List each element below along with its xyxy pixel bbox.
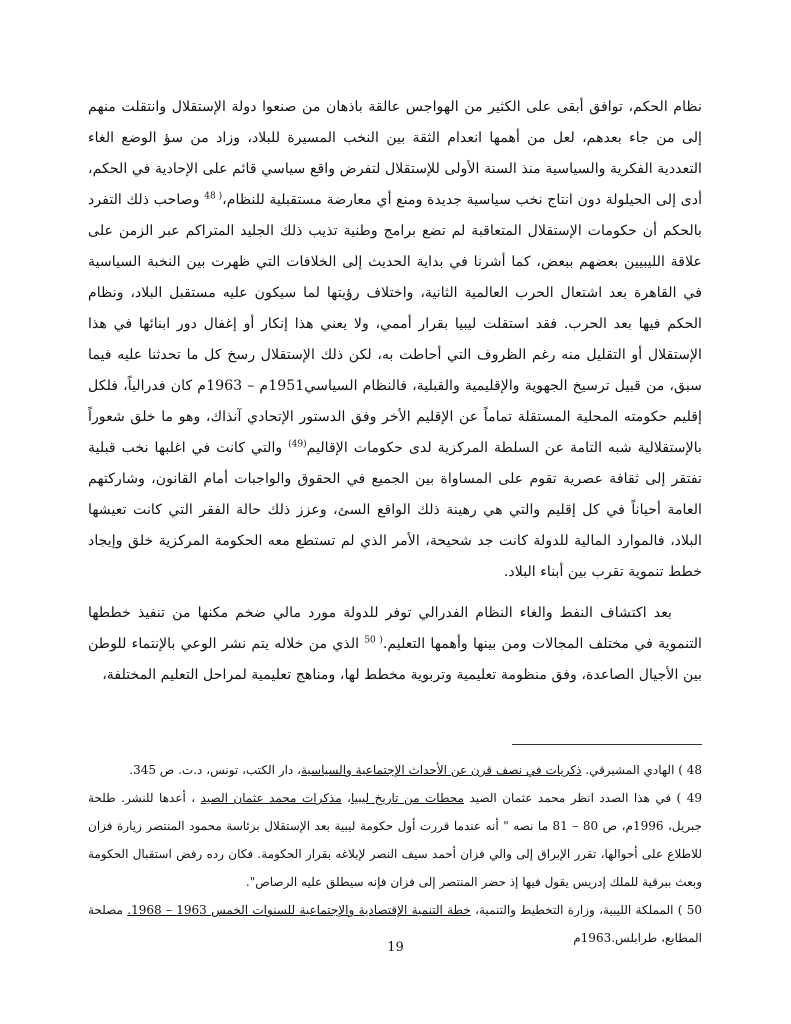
footnote-48-prefix: 48 ) الهادي المشيرقي.	[581, 763, 702, 777]
main-body-text	[88, 92, 702, 691]
footnote-50-suffix: مصلحة المطابع، طرابلس.1963م	[88, 903, 702, 945]
footnote-50-title: خطة التنمية الإقتصادية والإجتماعية للسنوات الخمس 1963 – 1968.	[127, 903, 471, 917]
paragraph-2-text-a: بعد اكتشاف النفط والغاء النظام الفدرالي توفر للدولة مورد مالي ضخم مكنها من تنفيذ خططها التنموية في مختلف المجالات ومن بينها وأهمها التعليم.	[88, 605, 702, 652]
footnote-48-suffix: ، دار الكتب، تونس، د.ت. ص 345.	[129, 763, 301, 777]
paragraph-1	[88, 92, 702, 588]
paragraph-2-text-b: الذي من خلاله يتم نشر الوعي بالإنتماء للوطن بين الأجيال الصاعدة، وفق منظومة تعليمية وتربوية مخطط لها، ومناهج تعليمية لمراحل التعليم المختلفة،	[88, 636, 702, 683]
footnote-ref-49[interactable]: (49)	[288, 439, 307, 450]
paragraph-1-text-b: وصاحب ذلك التفرد بالحكم أن حكومات الإستقلال المتعاقبة لم تضع برامج وطنية تذيب ذلك الجليد المتراكم عبر الزمن على علاقة الليبيين بعضهم ببعض، كما أشرنا في بداية الحديث إلى الخلافات التي ظهرت بين النخبة السياسية في القاهرة بعد اشتعال الحرب العالمية الثانية، واختلاف رؤيتها لما سيكون عليه مستقبل البلاد، ونظام الحكم فيها بعد الحرب. فقد استقلت ليبيا بقرار أممي، ولا يعني هذا إنكار أو إغفال دور ابنائها في هذا الإستقلال أو التقليل منه رغم الظروف التي أحاطت به، لكن ذلك الإستقلال رسخ كل ما تحدثنا عليه فيما سبق، من قبيل ترسيخ الجهوية والإقليمية والقبلية، فالنظام السياسي1951م – 1963م كان فدرالياً، فلكل إقليم حكومته المحلية المستقلة تماماً عن الإقليم الأخر وفق الدستور الإتحادي آنذاك، وهو ما خلق شعوراً بالإستقلالية شبه التامة عن السلطة المركزية لدى حكومات الإقاليم	[88, 192, 702, 456]
footnote-49-middle: ،	[341, 791, 351, 805]
footnote-49-prefix: 49 ) في هذا الصدد انظر محمد عثمان الصيد	[463, 791, 702, 805]
footnote-50-prefix: 50 ) المملكة الليبية، وزارة التخطيط والتنمية،	[470, 903, 702, 917]
paragraph-1-text-c: والتي كانت في اغلبها نخب قبلية تفتقر إلى ثقافة عصرية تقوم على المساواة بين الجميع في الحقوق والواجبات أمام القانون، وشاركتهم العامة أحياناً في كل إقليم والتي هي رهينة ذلك الواقع السئ، وعزز ذلك حالة الفقر التي كانت تعيشها البلاد، فالموارد المالية للدولة كانت جد شحيحة، الأمر الذي لم تستطع معه الحكومة المركزية خلق وإيجاد خطط تنموية تقرب بين أبناء البلاد.	[88, 440, 702, 580]
footnote-49-suffix: ، أعدها للنشر. طلحة جبريل، 1996م، ص 80 – 81 ما نصه " أنه عندما قررت أول حكومة ليبية بعد الإستقلال برئاسة محمود المنتصر زيارة فزان للاطلاع على أحوالها، تقرر الإبراق إلى والي فزان أحمد سيف النصر لإبلاغه بقرار الحكومة. فكان رده رفض استقبال الحكومة وبعث ببرقية للملك إدريس يقول فيها إذ حضر المنتصر إلى فزان فإنه سيطلق عليه الرصاص".	[88, 791, 702, 889]
page-number: 19	[387, 940, 404, 955]
footnotes-section	[88, 756, 702, 952]
footnote-ref-50[interactable]: ( 50	[364, 635, 383, 646]
footnote-ref-48[interactable]: ( 48	[204, 191, 223, 202]
footnote-49-title-1: محطات من تاريخ ليبيا	[350, 791, 464, 805]
footnote-48-title: ذكريات في نصف قرن عن الأحداث الإجتماعية والسياسية	[300, 763, 582, 777]
footnote-48	[88, 756, 702, 784]
paragraph-1-text-a: نظام الحكم، توافق أبقى على الكثير من الهواجس عالقة باذهان من صنعوا دولة الإستقلال وانتقلت منهم إلى من جاء بعدهم، لعل من أهمها انعدام الثقة بين النخب المسيرة للبلاد، وزاد من سؤ الوضع الغاء التعددية الفكرية والسياسية منذ السنة الأولى للإستقلال لتفرض واقع سياسي قائم على الإحادية في الحكم، أدى إلى الحيلولة دون انتاج نخب سياسية جديدة ومنع أي معارضة مستقبلية للنظام،	[88, 99, 703, 208]
footnote-49-title-2: مذكرات محمد عثمان الصيد	[200, 791, 342, 805]
footnote-separator	[512, 744, 702, 745]
footnote-49	[88, 784, 702, 896]
paragraph-2	[88, 598, 702, 691]
